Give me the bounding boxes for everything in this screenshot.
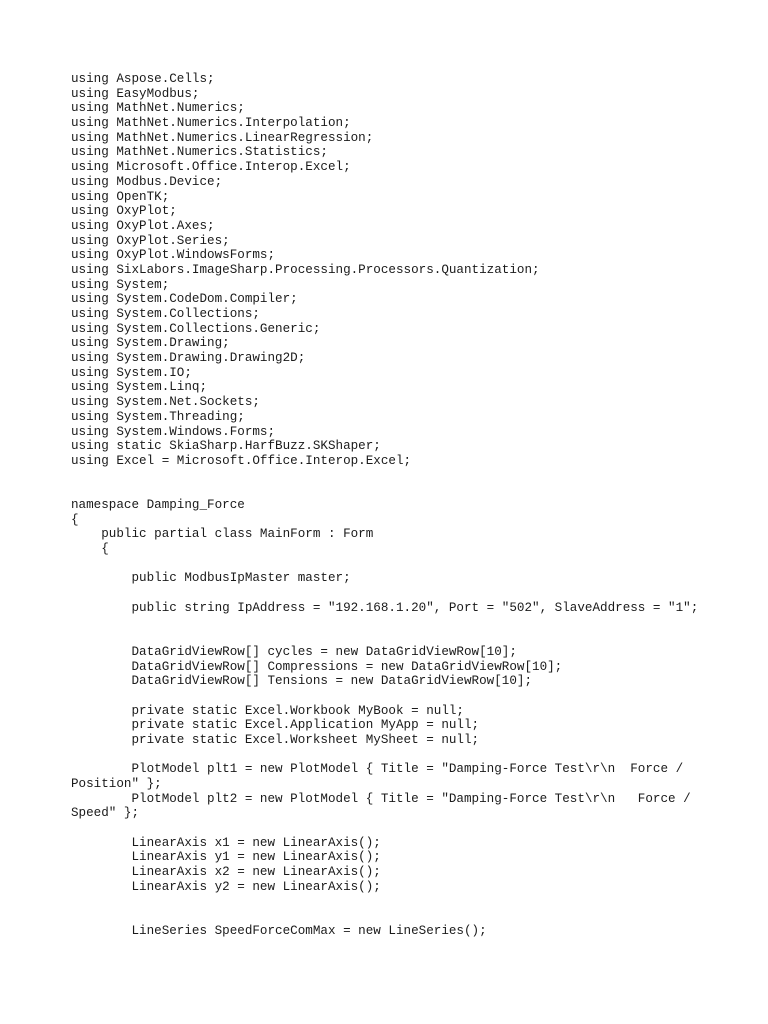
code-line: Position" };	[71, 777, 162, 791]
code-line: public partial class MainForm : Form	[71, 527, 374, 542]
code-line: using System.Drawing.Drawing2D;	[71, 351, 306, 366]
code-line: using Microsoft.Office.Interop.Excel;	[71, 160, 351, 175]
code-line: using OxyPlot.Series;	[71, 233, 230, 248]
code-line: namespace Damping_Force	[71, 497, 245, 512]
code-line: public string IpAddress = "192.168.1.20", Port = "502", SlaveAddress = "1";	[71, 600, 699, 615]
code-line: private static Excel.Application MyApp = null;	[71, 718, 480, 733]
code-line: using MathNet.Numerics.Statistics;	[71, 145, 328, 160]
code-line	[71, 557, 751, 572]
code-line: LineSeries SpeedForceComMax = new LineSeries();	[71, 923, 487, 938]
code-line: public ModbusIpMaster master;	[71, 571, 351, 586]
code-line	[71, 615, 751, 630]
code-line	[71, 821, 751, 836]
code-line: using System.Drawing;	[71, 336, 230, 351]
code-line	[71, 909, 751, 924]
code-line	[71, 483, 751, 498]
code-line	[71, 630, 751, 645]
code-line: PlotModel plt2 = new PlotModel { Title = "Damping-Force Test\r\n Force /	[71, 791, 691, 806]
code-line: using MathNet.Numerics;	[71, 101, 245, 116]
code-line: using SixLabors.ImageSharp.Processing.Processors.Quantization;	[71, 262, 540, 277]
code-line: LinearAxis y2 = new LinearAxis();	[71, 879, 381, 894]
code-line: DataGridViewRow[] Compressions = new DataGridViewRow[10];	[71, 659, 563, 674]
code-line	[71, 689, 751, 704]
code-line: using Aspose.Cells;	[71, 72, 215, 86]
code-line: using System.Collections;	[71, 307, 260, 321]
code-line: using System.Linq;	[71, 380, 208, 395]
code-line	[71, 469, 751, 484]
code-line: using System.Collections.Generic;	[71, 321, 321, 336]
code-line	[71, 895, 751, 910]
code-line: using OpenTK;	[71, 189, 170, 204]
code-line: using OxyPlot;	[71, 204, 177, 219]
code-line	[71, 748, 751, 763]
code-line: DataGridViewRow[] Tensions = new DataGridViewRow[10];	[71, 674, 533, 689]
code-line: using System.CodeDom.Compiler;	[71, 292, 298, 307]
code-line: DataGridViewRow[] cycles = new DataGridViewRow[10];	[71, 644, 517, 659]
code-line: using MathNet.Numerics.Interpolation;	[71, 116, 351, 131]
code-line: using System.IO;	[71, 365, 192, 380]
code-line: {	[71, 512, 79, 527]
code-line: LinearAxis x2 = new LinearAxis();	[71, 865, 381, 880]
code-line: PlotModel plt1 = new PlotModel { Title = "Damping-Force Test\r\n Force /	[71, 762, 684, 777]
code-line: using Excel = Microsoft.Office.Interop.Excel;	[71, 453, 412, 468]
code-line: LinearAxis x1 = new LinearAxis();	[71, 835, 381, 850]
code-line: using MathNet.Numerics.LinearRegression;	[71, 130, 374, 145]
code-line: using EasyModbus;	[71, 86, 200, 101]
code-line: private static Excel.Worksheet MySheet = null;	[71, 732, 480, 747]
code-line: using OxyPlot.WindowsForms;	[71, 248, 276, 263]
code-line: using System.Threading;	[71, 409, 245, 424]
code-line: LinearAxis y1 = new LinearAxis();	[71, 850, 381, 865]
code-document	[71, 72, 751, 939]
code-line: private static Excel.Workbook MyBook = null;	[71, 703, 464, 718]
code-line: using System;	[71, 277, 170, 292]
code-line: Speed" };	[71, 806, 140, 821]
code-line	[71, 586, 751, 601]
code-line: using System.Net.Sockets;	[71, 395, 260, 410]
code-line: using static SkiaSharp.HarfBuzz.SKShaper;	[71, 439, 381, 454]
code-line: using OxyPlot.Axes;	[71, 218, 215, 233]
code-line: using Modbus.Device;	[71, 174, 223, 189]
code-line: {	[71, 542, 109, 556]
code-line: using System.Windows.Forms;	[71, 424, 276, 439]
